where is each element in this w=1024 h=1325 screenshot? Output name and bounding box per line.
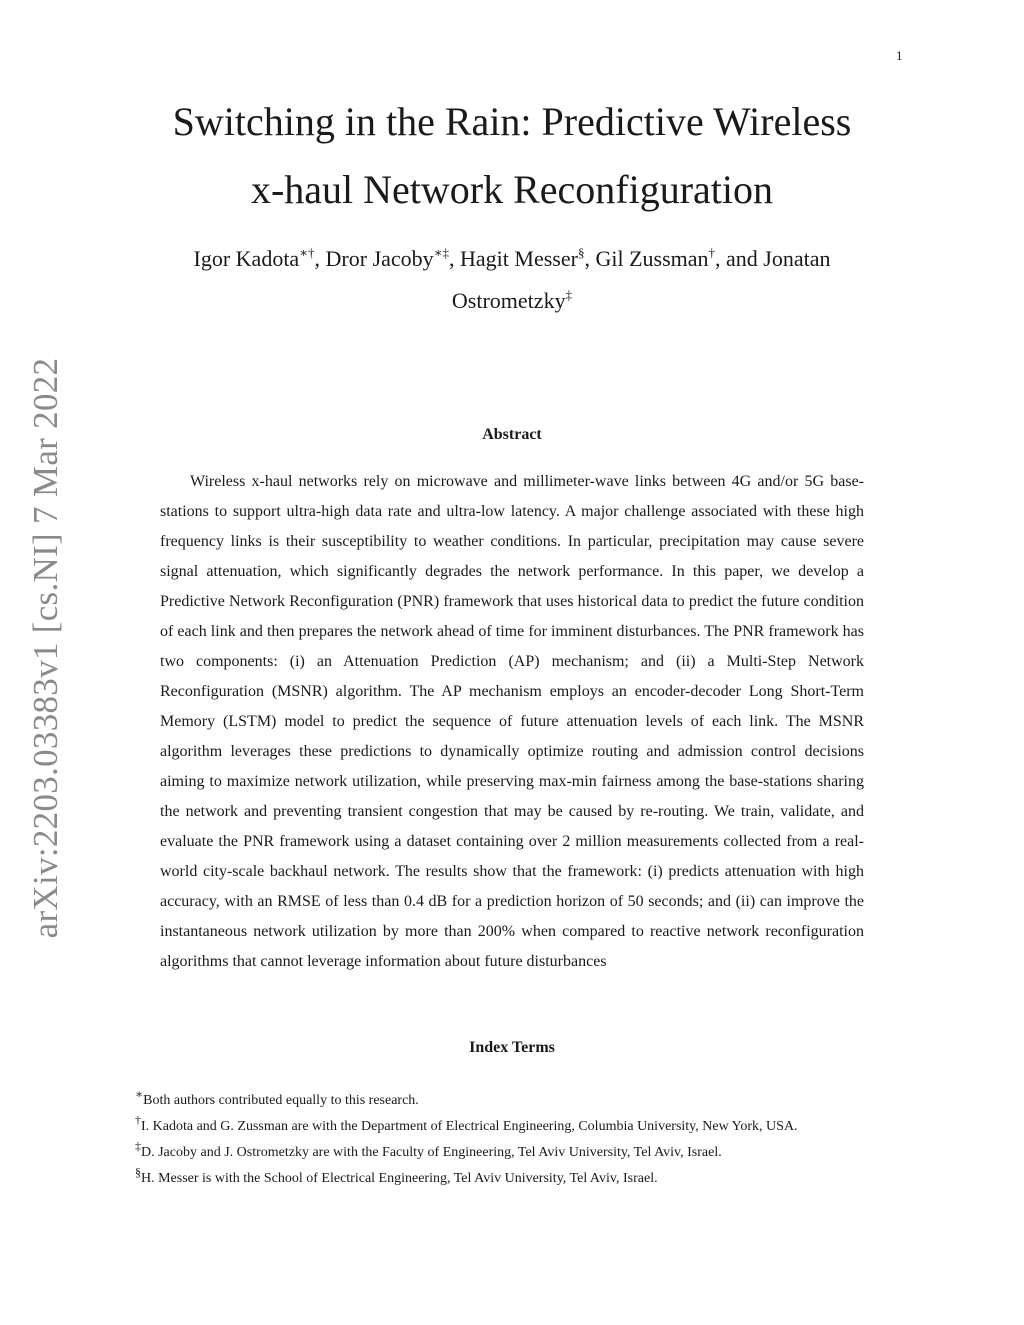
author xyxy=(460,246,584,271)
author-name: Gil Zussman xyxy=(595,246,709,271)
author-separator: , xyxy=(584,246,596,271)
author-affiliation-mark: ∗‡ xyxy=(433,245,450,260)
footnote-mark: ‡ xyxy=(135,1139,141,1153)
author-name: Igor Kadota xyxy=(193,246,300,271)
footnote xyxy=(135,1114,895,1140)
author-name: Dror Jacoby xyxy=(325,246,434,271)
author-list xyxy=(150,238,874,322)
arxiv-identifier-stamp: arXiv:2203.03383v1 [cs.NI] 7 Mar 2022 xyxy=(26,357,65,939)
paper-title xyxy=(150,88,874,224)
title-line-2: x-haul Network Reconfiguration xyxy=(250,167,774,212)
footnote-mark: ∗ xyxy=(135,1087,144,1101)
title-line-1: Switching in the Rain: Predictive Wireless xyxy=(172,99,852,144)
footnote xyxy=(135,1140,895,1166)
author-affiliation-mark: ∗† xyxy=(299,245,315,260)
author-affiliation-mark: ‡ xyxy=(565,287,573,302)
page-number: 1 xyxy=(896,48,903,63)
author xyxy=(326,246,449,271)
author-separator: , xyxy=(449,246,461,271)
footnote-text: D. Jacoby and J. Ostrometzky are with the Faculty of Engineering, Tel Aviv University, Tel Aviv, Israel. xyxy=(141,1145,722,1160)
author-affiliation-mark: § xyxy=(577,245,585,260)
footnote-mark: § xyxy=(135,1165,141,1179)
footnote-text: H. Messer is with the School of Electrical Engineering, Tel Aviv University, Tel Aviv, Israel. xyxy=(141,1171,658,1186)
footnote-text: I. Kadota and G. Zussman are with the Department of Electrical Engineering, Columbia University, New York, USA. xyxy=(141,1119,798,1134)
footnote xyxy=(135,1088,895,1114)
author-affiliation-mark: † xyxy=(708,245,716,260)
footnote-mark: † xyxy=(135,1113,141,1127)
footnote-text: Both authors contributed equally to this research. xyxy=(143,1093,419,1108)
abstract-body: Wireless x-haul networks rely on microwave and millimeter-wave links between 4G and/or 5G base-stations to support ultra-high data rate and ultra-low latency. A major challenge associated with these high frequency links is their susceptibility to weather conditions. In particular, precipitation may cause severe signal attenuation, which significantly degrades the network performance. In this paper, we develop a Predictive Network Reconfiguration (PNR) framework that uses historical data to predict the future condition of each link and then prepares the network ahead of time for imminent disturbances. The PNR framework has two components: (i) an Attenuation Prediction (AP) mechanism; and (ii) a Multi-Step Network Reconfiguration (MSNR) algorithm. The AP mechanism employs an encoder-decoder Long Short-Term Memory (LSTM) model to predict the sequence of future attenuation levels of each link. The MSNR algorithm leverages these predictions to dynamically optimize routing and admission control decisions aiming to maximize network utilization, while preserving max-min fairness among the base-stations sharing the network and preventing transient congestion that may be caused by re-routing. We train, validate, and evaluate the PNR framework using a dataset containing over 2 million measurements collected from a real-world city-scale backhaul network. The results show that the framework: (i) predicts attenuation with high accuracy, with an RMSE of less than 0.4 dB for a prediction horizon of 50 seconds; and (ii) can improve the instantaneous network utilization by more than 200% when compared to reactive network reconfiguration algorithms that cannot leverage information about future disturbances xyxy=(160,473,864,970)
author xyxy=(194,246,315,271)
author-separator: , xyxy=(314,246,326,271)
index-terms-heading: Index Terms xyxy=(469,1039,555,1056)
author-separator: , and xyxy=(715,246,764,271)
author-name: Hagit Messer xyxy=(460,246,578,271)
abstract-heading: Abstract xyxy=(482,426,542,443)
footnotes xyxy=(135,1088,895,1192)
author xyxy=(595,246,715,271)
author-name: Jonatan Ostrometzky xyxy=(451,246,831,313)
footnote xyxy=(135,1166,895,1192)
